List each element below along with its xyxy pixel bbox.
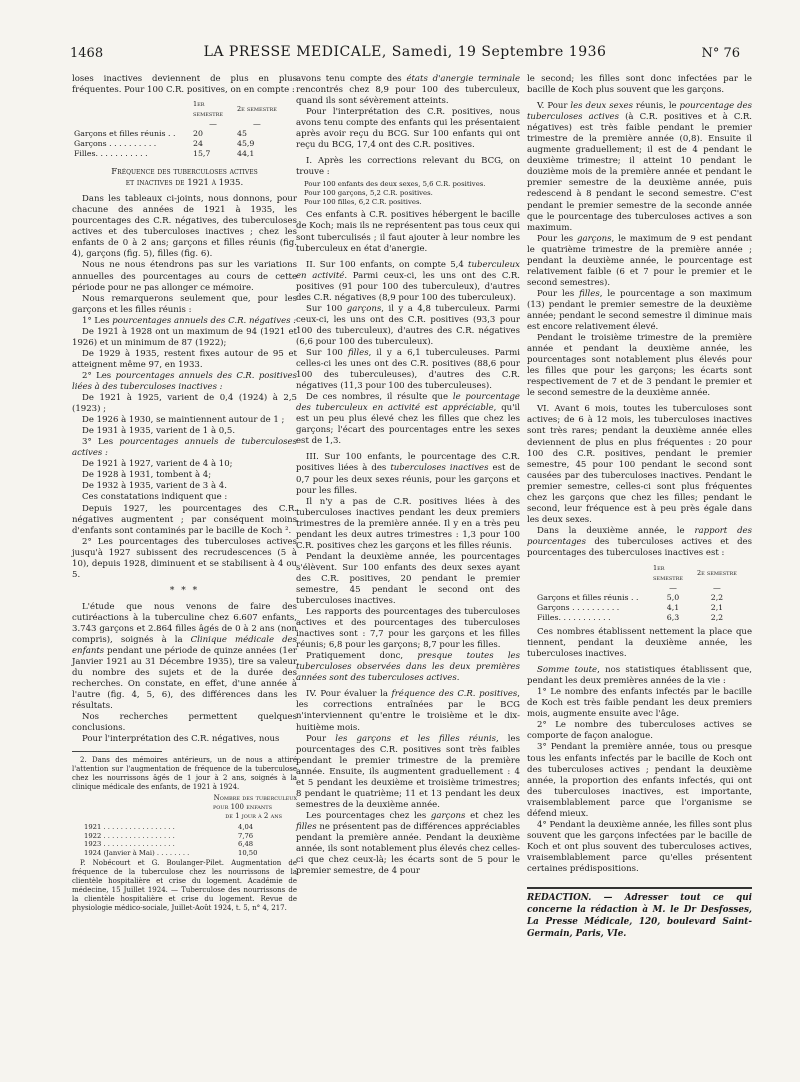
paragraph: loses inactives deviennent de plus en plus fréquentes. Pour 100 C.R. positives, on en compte : bbox=[72, 74, 297, 96]
paragraph: Depuis 1927, les pourcentages des C.R. négatives augmentent ; par conséquent moins d'enfants sont contaminés par le bacille de Koch ². bbox=[72, 503, 297, 536]
paragraph: III. Sur 100 enfants, le pourcentage des C.R. positives liées à des tuberculoses inactives est de 0,7 pour les deux sexes réunis, pour les garçons et pour les filles. bbox=[296, 452, 520, 496]
paragraph: 1° Le nombre des enfants infectés par le bacille de Koch est très faible pendant les deux premiers mois, augmente ensuite avec l'âge. bbox=[527, 687, 752, 720]
table-row: 1923 . . . . . . . . . . . . . . . . . 6,48 bbox=[84, 840, 254, 849]
footnote: 2. Dans des mémoires antérieurs, un de nous a attiré l'attention sur l'augmentation de fréquence de la tuberculose chez les nourrissons âgés de 1 jour à 2 ans, soignés à la clinique médicale des enfants, de 1921 à 1924. Nombre des tuberculeux pour 100 enfants de 1 jour à 2 ans 1921 . . . . . . . . . . . . . . . . . 4,04 1922 . . . . . . . . . . . . . . . . . 7,76 1923 . . . . . . . . . . . . . . . . . 6,48 1924 (Janvier à Mai) . . . . . . . . 10,50 P. Nobécourt et G. Boulanger-Pilet. Augmentation de fréquence de la tuberculose chez les nourrissons de la clientèle hospitalière et crise du logement. Académie de médecine, 15 Juillet 1924. — Tuberculose des nourrissons de la clientèle hospitalière et crise du logement. Revue de physiologie médico-sociale, Juillet-Août 1924, t. 5, n° 4, 217. bbox=[72, 756, 297, 913]
redaction-notice: REDACTION. — Adresser tout ce qui concerne la rédaction à M. le Dr Desfosses, La Presse Médicale, 120, boulevard Saint-Germain, Paris, VIe. bbox=[527, 893, 752, 940]
paragraph: De 1931 à 1935, varient de 1 à 0,5. bbox=[82, 426, 236, 437]
table-row: Garçons et filles réunis . . 5,0 2,2 bbox=[537, 593, 724, 603]
paragraph: le second; les filles sont donc infectées par le bacille de Koch plus souvent que les garçons. bbox=[527, 74, 752, 96]
section-title: et inactives de 1921 à 1935. bbox=[125, 178, 244, 189]
footnote-divider bbox=[72, 751, 162, 752]
section-title: Fréquence des tuberculoses actives bbox=[111, 167, 258, 178]
column-header: 1er semestre bbox=[193, 100, 224, 119]
paragraph: De 1926 à 1930, se maintiennent autour de 1 ; bbox=[82, 415, 285, 426]
paragraph: Les rapports des pourcentages des tuberculoses actives et des pourcentages des tuberculoses inactives sont : 7,7 pour les garçons et les filles réunis; 6,8 pour les garçons; 8,7 pour les filles. bbox=[296, 607, 520, 651]
paragraph: De 1921 à 1927, varient de 4 à 10; bbox=[82, 459, 233, 470]
list-item: Pour 100 enfants des deux sexes, 5,6 C.R. positives. bbox=[304, 180, 486, 189]
footnote-table bbox=[82, 823, 259, 857]
paragraph: Les pourcentages chez les garçons et chez les filles ne présentent pas de différences appréciables pendant la première année. Pendant la deuxième année, ils sont notablement plus élevés chez celles-ci que chez ceux-là; les écarts sont de 5 pour le premier semestre, de 4 pour bbox=[296, 810, 520, 877]
list-item: Pour 100 garçons, 5,2 C.R. positives. bbox=[304, 189, 433, 198]
column-header: 2e semestre bbox=[697, 569, 737, 578]
table-row: 1924 (Janvier à Mai) . . . . . . . . 10,50 bbox=[84, 848, 258, 857]
paragraph: De ces nombres, il résulte que le pourcentage des tuberculeux en activité est appréciable, qu'il est un peu plus élevé chez les filles que chez les garçons; l'écart des pourcentages entre les sexes est de 1,3. bbox=[296, 392, 520, 447]
paragraph: Sur 100 garçons, il y a 4,8 tuberculeux. Parmi ceux-ci, les uns ont des C.R. positives (93,3 pour 100 des tuberculeux), d'autres des C.R. négatives (6,6 pour 100 des tuberculeux). bbox=[296, 303, 520, 347]
paragraph: Somme toute, nos statistiques établissent que, pendant les deux premières années de la vie : bbox=[527, 665, 752, 687]
paragraph: Pendant la deuxième année, les pourcentages s'élèvent. Sur 100 enfants des deux sexes ayant des C.R. positives, 20 pendant le premier semestre, 45 pendant le second ont des tuberculoses inactives. bbox=[296, 551, 520, 607]
table-row: Garçons . . . . . . . . . . 4,1 2,1 bbox=[537, 603, 724, 613]
paragraph: avons tenu compte des états d'anergie terminale rencontrés chez 8,9 pour 100 des tuberculeux, quand ils sont sévèrement atteints. bbox=[296, 74, 521, 107]
paragraph: 2° Les pourcentages des tuberculoses actives jusqu'à 1927 subissent des recrudescences (5 à 10), depuis 1928, diminuent et se stabilisent à 4 ou 5. bbox=[72, 536, 297, 580]
paragraph: De 1928 à 1931, tombent à 4; bbox=[82, 470, 212, 481]
paragraph: Sur 100 filles, il y a 6,1 tuberculeuses. Parmi celles-ci les unes ont des C.R. positives (88,6 pour 100 des tuberculeuses), d'autres des C.R. négatives (11,3 pour 100 des tuberculeuses). bbox=[296, 347, 520, 392]
paragraph: V. Pour les deux sexes réunis, le pourcentage des tuberculoses actives (à C.R. positives et à C.R. négatives) est très faible pendant le premier trimestre de la première année (0,8). Ensuite il augmente graduellement; il est de 4 pendant le deuxième trimestre; il atteint 10 pendant le douzième mois de la première année et pendant le premier semestre de la deuxième année, puis redescend à 8 pendant le second semestre. C'est pendant le premier semestre de la seconde année que le pourcentage des tuberculoses actives a son maximum. bbox=[527, 101, 753, 233]
paragraph: Ces constatations indiquent que : bbox=[82, 492, 228, 503]
paragraph: De 1921 à 1925, varient de 0,4 (1924) à 2,5 (1923) ; bbox=[72, 393, 297, 415]
paragraph: Dans la deuxième année, le rapport des pourcentages des tuberculoses actives et des pourcentages des tuberculoses inactives est : bbox=[527, 525, 753, 558]
table-row: Filles. . . . . . . . . . . 6,3 2,2 bbox=[537, 613, 724, 623]
column-left bbox=[72, 74, 297, 913]
paragraph: Pendant le troisième trimestre de la première année et pendant la deuxième année, les pourcentages sont notablement plus élevés pour les filles que pour les garçons; les écarts sont respectivement de 7 et de 3 pendant le premier et le second semestre de la deuxième année. bbox=[527, 333, 752, 399]
table-row: Filles. . . . . . . . . . . 15,7 44,1 bbox=[74, 149, 255, 159]
table-row: 1921 . . . . . . . . . . . . . . . . . 4,04 bbox=[84, 823, 254, 832]
paragraph: Ces enfants à C.R. positives hébergent le bacille de Koch; mais ils ne représentent pas tous ceux qui sont tuberculisés ; il faut ajouter à leur nombre les tuberculeux en état d'anergie. bbox=[296, 210, 520, 254]
semester-table-1: 1er semestre 2e semestre — — Garçons et filles réunis . . 20 45 Garçons . . . . . . . . . . 24 45,9 Filles. . . . . . . . . . . 15,7 44,1 bbox=[74, 100, 277, 159]
page-header bbox=[70, 44, 740, 64]
paragraph: I. Après les corrections relevant du BCG, on trouve : bbox=[296, 156, 520, 178]
paragraph: Pour l'interprétation des C.R. positives, nous avons tenu compte des enfants qui les présentaient après avoir reçu du BCG. Sur 100 enfants qui ont reçu du BCG, 17,4 ont des C.R. positives. bbox=[296, 107, 520, 151]
issue-number: N° 76 bbox=[701, 46, 740, 61]
paragraph: Ces nombres établissent nettement la place que tiennent, pendant la deuxième année, les tuberculoses inactives. bbox=[527, 627, 752, 660]
paragraph: 2° Les pourcentages annuels des C.R. positives liées à des tuberculoses inactives : bbox=[72, 370, 297, 392]
paragraph: L'étude que nous venons de faire des cutiréactions à la tuberculine chez 6.607 enfants, 3.743 garçons et 2.864 filles âgés de 0 à 2 ans (non compris), soignés à la Clinique médicale des enfants pendant une période de quinze années (1er Janvier 1921 au 31 Décembre 1935), tire sa valeur du nombre des sujets et de la durée des recherches. On constate, en effet, d'une année à l'autre (fig. 4, 5, 6), des différences dans les résultats. bbox=[72, 601, 298, 712]
paragraph: Pour les garçons, le maximum de 9 est pendant le quatrième trimestre de la première année ; pendant la deuxième année, le pourcentage est relativement faible (6 et 7 pour le premier et le second semestres). bbox=[527, 233, 752, 288]
paragraph: Il n'y a pas de C.R. positives liées à des tuberculoses inactives pendant les deux premiers trimestres de la première année. Il y en a très peu pendant les deux autres trimestres : 1,3 pour 100 C.R. positives chez les garçons et les filles réunis. bbox=[296, 496, 520, 551]
journal-title: LA PRESSE MEDICALE, Samedi, 19 Septembre 1936 bbox=[203, 44, 607, 60]
section-stars: * * * bbox=[169, 585, 200, 596]
semester-table-2: 1er semestre 2e semestre — — Garçons et filles réunis . . 5,0 2,2 Garçons . . . . . . . . . . 4,1 2,1 Filles. . . . . . . . . . . 6,3 2,2 bbox=[537, 564, 737, 623]
paragraph: De 1921 à 1928 ont un maximum de 94 (1921 et 1926) et un minimum de 87 (1922); bbox=[72, 326, 297, 348]
column-header: 2e semestre bbox=[237, 105, 277, 114]
page-number: 1468 bbox=[70, 46, 104, 61]
redaction-divider bbox=[527, 887, 752, 889]
paragraph: 3° Pendant la première année, tous ou presque tous les enfants infectés par le bacille de Koch ont des tuberculoses actives ; pendant la deuxième année, la proportion des enfants infectés, qui ont des tuberculoses inactives, est importante, vraisemblablement parce que l'organisme se défend mieux. bbox=[527, 742, 752, 819]
column-right bbox=[527, 74, 752, 940]
paragraph: IV. Pour évaluer la fréquence des C.R. positives, les corrections entraînées par le BCG n'interviennent qu'entre le troisième et le dix-huitième mois. bbox=[296, 689, 520, 733]
paragraph: Nos recherches permettent quelques conclusions. bbox=[72, 712, 297, 734]
table-row: 1922 . . . . . . . . . . . . . . . . . 7,76 bbox=[84, 831, 254, 840]
paragraph: 3° Les pourcentages annuels de tuberculoses actives : bbox=[72, 437, 298, 459]
paragraph: Dans les tableaux ci-joints, nous donnons, pour chacune des années de 1921 à 1935, les pourcentages des C.R. négatives, des tuberculoses actives et des tuberculoses inactives ; chez les enfants de 0 à 2 ans; garçons et filles réunis (fig. 4), garçons (fig. 5), filles (fig. 6). bbox=[72, 194, 297, 260]
list-item: Pour 100 filles, 6,2 C.R. positives. bbox=[304, 198, 422, 207]
table-row: Garçons . . . . . . . . . . 24 45,9 bbox=[74, 139, 255, 149]
paragraph: 2° Le nombre des tuberculoses actives se comporte de façon analogue. bbox=[527, 720, 752, 742]
paragraph: De 1932 à 1935, varient de 3 à 4. bbox=[82, 481, 227, 492]
paragraph: Nous remarquerons seulement que, pour les garçons et les filles réunis : bbox=[72, 293, 297, 315]
paragraph: Pour les filles, le pourcentage a son maximum (13) pendant le premier semestre de la deuxième année; pendant le second semestre il diminue mais est encore relativement élevé. bbox=[527, 288, 752, 333]
paragraph: 1° Les pourcentages annuels des C.R. négatives : bbox=[82, 315, 297, 326]
paragraph: Pour l'interprétation des C.R. négatives, nous bbox=[82, 734, 280, 745]
table-row: Garçons et filles réunis . . 20 45 bbox=[74, 129, 247, 139]
paragraph: Pour les garçons et les filles réunis, les pourcentages des C.R. positives sont très faibles pendant le premier trimestre de la première année. Ensuite, ils augmentent graduellement : 4 et 5 pendant les deuxième et troisième trimestres; 8 pendant le quatrième; 11 et 13 pendant les deux semestres de la deuxième année. bbox=[296, 733, 520, 810]
paragraph: De 1929 à 1935, restent fixes autour de 95 et atteignent même 97, en 1933. bbox=[72, 348, 297, 370]
column-header: 1er semestre bbox=[653, 564, 684, 583]
paragraph: Nous ne nous étendrons pas sur les variations annuelles des pourcentages au cours de cette période pour ne pas allonger ce mémoire. bbox=[72, 260, 297, 293]
paragraph: 4° Pendant la deuxième année, les filles sont plus souvent que les garçons infectées par le bacille de Koch et ont plus souvent des tuberculoses actives, vraisemblablement parce qu'elles présentent certaines prédispositions. bbox=[527, 819, 752, 874]
column-middle bbox=[296, 74, 520, 877]
paragraph: II. Sur 100 enfants, on compte 5,4 tuberculeux en activité. Parmi ceux-ci, les uns ont des C.R. positives (91 pour 100 des tuberculeux), d'autres des C.R. négatives (8,9 pour 100 des tuberculeux). bbox=[296, 259, 520, 303]
paragraph: Pratiquement donc, presque toutes les tuberculoses observées dans les deux premières années sont des tuberculoses actives. bbox=[296, 651, 520, 684]
paragraph: VI. Avant 6 mois, toutes les tuberculoses sont actives; de 6 à 12 mois, les tuberculoses inactives sont très rares; pendant la deuxième année elles deviennent de plus en plus fréquentes : 20 pour 100 des C.R. positives, pendant le premier semestre, 45 pour 100 pendant le second sont causées par des tuberculoses inactives. Pendant le premier semestre, celles-ci sont plus fréquentes chez les garçons que chez les filles; pendant le second, leur fréquence est à peu près égale dans les deux sexes. bbox=[527, 404, 752, 525]
